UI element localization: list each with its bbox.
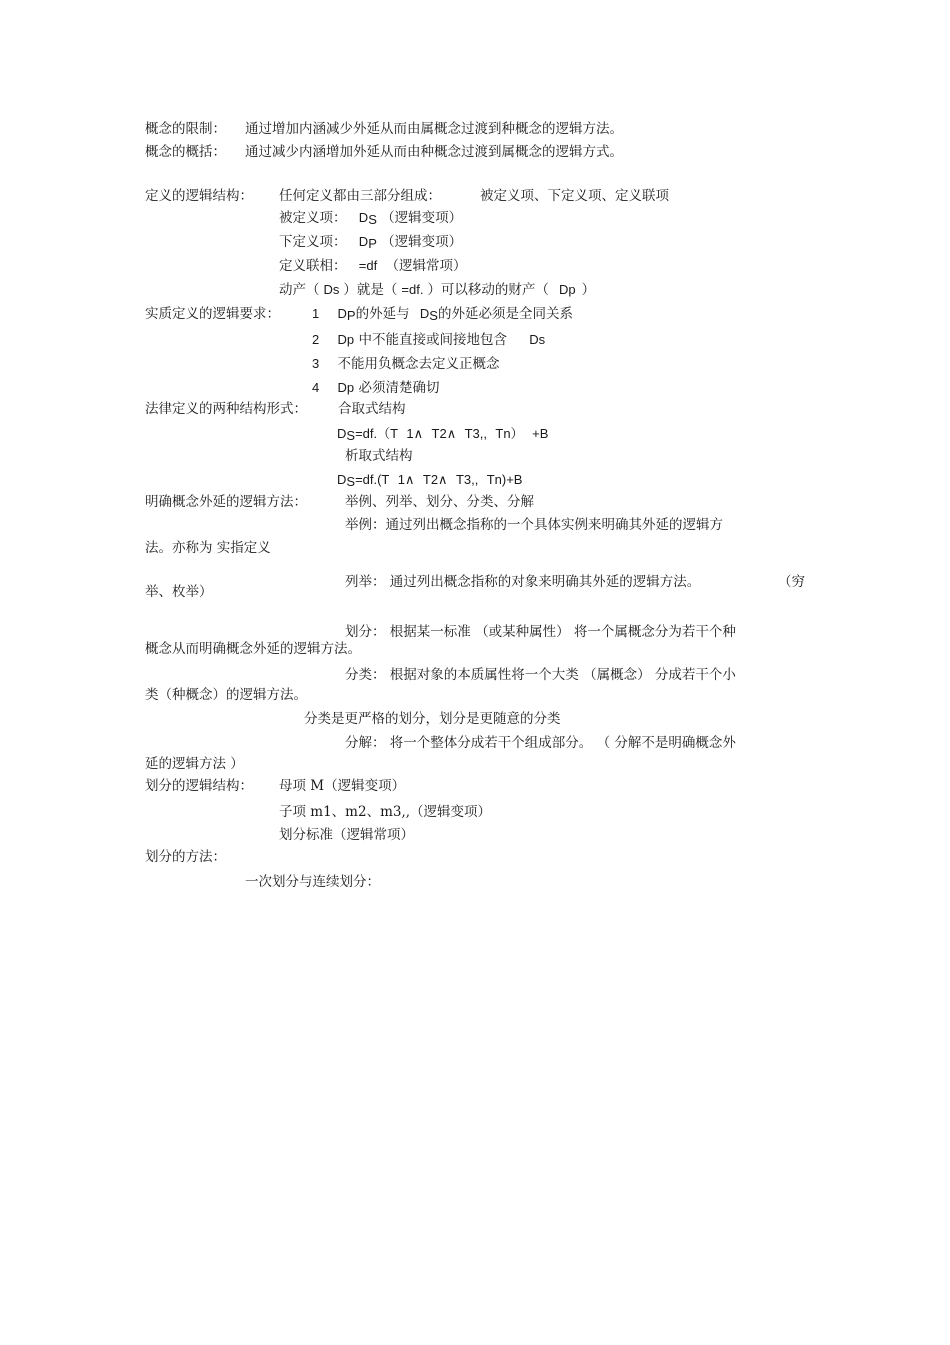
rule-2-ds: Ds — [529, 332, 546, 347]
rule-3-number: 3 — [312, 356, 320, 371]
def-example-b: ）就是（ — [343, 282, 398, 298]
division-line-1: 划分： 根据某一标准 （或某种属性） 将一个属概念分为若干个种 — [345, 624, 736, 640]
division-line-2: 概念从而明确概念外延的逻辑方法。 — [145, 641, 361, 657]
def-df-line — [279, 257, 467, 275]
rule-4-text: 必须清楚确切 — [358, 380, 440, 396]
classification-line-2: 类（种概念）的逻辑方法。 — [145, 687, 307, 703]
disjunctive-subscript: S — [346, 474, 356, 489]
def-dp-symbol: D — [358, 234, 369, 249]
def-example-c: ）可以移动的财产（ — [427, 282, 549, 298]
def-ds-symbol: D — [358, 210, 369, 225]
enumeration-tail: （穷 — [778, 574, 805, 590]
def-ds-line — [279, 209, 462, 227]
example-line-2: 法。亦称为 实指定义 — [145, 540, 271, 556]
enumeration-line-1: 列举： 通过列出概念指称的对象来明确其外延的逻辑方法。 — [345, 574, 701, 590]
div-struct-children: 子项 m1、m2、m3,,（逻辑变项） — [279, 804, 492, 820]
example-line-1: 举例：通过列出概念指称的一个具体实例来明确其外延的逻辑方 — [345, 517, 723, 533]
rule-1-subscript-2: S — [429, 308, 438, 323]
def-ds-label: 被定义项： — [279, 210, 347, 226]
disjunctive-formula: =df.(T 1∧ T2∧ T3,, Tn)+B — [355, 472, 523, 487]
disjunctive-d: D — [337, 472, 347, 487]
div-method-label: 划分的方法： — [145, 849, 226, 865]
def-struct-label: 定义的逻辑结构： — [145, 188, 253, 204]
disjunctive-title: 析取式结构 — [345, 448, 413, 464]
real-def-label: 实质定义的逻辑要求： — [145, 306, 280, 322]
conjunctive-d: D — [337, 426, 347, 441]
conjunctive-formula-line — [337, 425, 548, 443]
real-def-rule-2 — [312, 331, 545, 349]
rule-2-dp: Dp — [337, 332, 355, 347]
def-dp-note: （逻辑变项） — [381, 234, 463, 250]
classification-note: 分类是更严格的划分，划分是更随意的分类 — [304, 711, 561, 727]
def-dp-subscript: P — [368, 236, 377, 251]
def-ds-subscript: S — [368, 212, 377, 227]
concept-general-text: 通过减少内涵增加外延从而由种概念过渡到属概念的逻辑方式。 — [245, 144, 623, 160]
rule-1-number: 1 — [312, 306, 320, 321]
def-example-df: =df. — [401, 282, 424, 297]
rule-2-number: 2 — [312, 332, 320, 347]
rule-1-mid: 的外延与 — [355, 306, 410, 322]
rule-1-subscript: P — [346, 308, 356, 323]
conjunctive-title: 合取式结构 — [338, 401, 406, 417]
real-def-rule-1 — [312, 305, 573, 323]
rule-3-text: 不能用负概念去定义正概念 — [337, 356, 500, 372]
rule-1-end: 的外延必须是全同关系 — [437, 306, 573, 322]
rule-2-text: 中不能直接或间接地包含 — [358, 332, 507, 348]
div-method-sub: 一次划分与连续划分： — [245, 874, 380, 890]
div-struct-label: 划分的逻辑结构： — [145, 778, 253, 794]
def-dp-line — [279, 233, 462, 251]
def-df-note: （逻辑常项） — [385, 258, 467, 274]
enumeration-line-2: 举、枚举） — [145, 584, 213, 600]
concept-limit-label: 概念的限制： — [145, 121, 226, 137]
decomposition-line-2: 延的逻辑方法 ） — [145, 756, 244, 772]
legal-def-label: 法律定义的两种结构形式： — [145, 401, 307, 417]
real-def-rule-4 — [312, 379, 439, 397]
disjunctive-formula-line — [337, 471, 522, 489]
conjunctive-formula: =df.（T 1∧ T2∧ T3,, Tn） +B — [355, 426, 549, 441]
def-example-ds: Ds — [323, 282, 340, 297]
concept-limit-text: 通过增加内涵减少外延从而由属概念过渡到种概念的逻辑方法。 — [245, 121, 623, 137]
def-example-line — [279, 281, 595, 299]
rule-1-d: D — [337, 306, 347, 321]
div-struct-parent: 母项 M（逻辑变项） — [279, 778, 406, 794]
real-def-rule-3 — [312, 355, 500, 373]
def-example-d: ） — [581, 282, 596, 298]
conjunctive-subscript: S — [346, 428, 356, 443]
rule-4-dp: Dp — [337, 380, 355, 395]
def-struct-parts: 被定义项、下定义项、定义联项 — [480, 188, 669, 204]
classification-line-1: 分类： 根据对象的本质属性将一个大类 （属概念） 分成若干个小 — [345, 667, 736, 683]
def-df-label: 定义联相： — [279, 258, 347, 274]
clarify-label: 明确概念外延的逻辑方法： — [145, 494, 307, 510]
def-dp-label: 下定义项： — [279, 234, 347, 250]
concept-general-label: 概念的概括： — [145, 144, 226, 160]
rule-1-d2: D — [419, 306, 430, 321]
def-df-symbol: =df — [358, 258, 378, 273]
div-struct-standard: 划分标准（逻辑常项） — [279, 827, 414, 843]
def-example-a: 动产（ — [279, 282, 320, 298]
rule-4-number: 4 — [312, 380, 320, 395]
def-example-dp: Dp — [558, 282, 576, 297]
def-ds-note: （逻辑变项） — [381, 210, 463, 226]
def-struct-intro: 任何定义都由三部分组成： — [279, 188, 441, 204]
decomposition-line-1: 分解： 将一个整体分成若干个组成部分。 （ 分解不是明确概念外 — [345, 735, 736, 751]
clarify-methods: 举例、列举、划分、分类、分解 — [345, 494, 534, 510]
